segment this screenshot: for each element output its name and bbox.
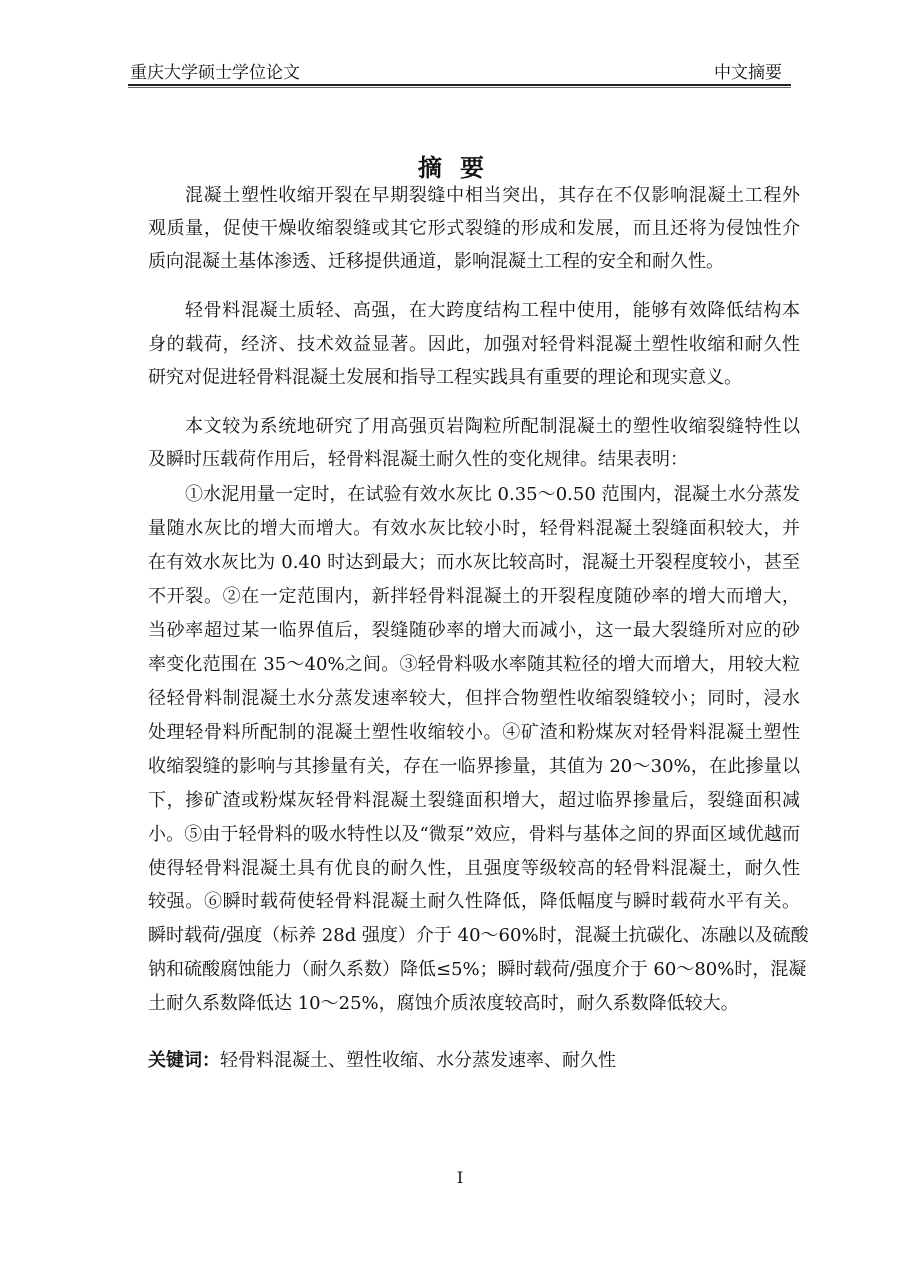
keywords — [148, 1050, 616, 1072]
text-line: 较强。⑥瞬时载荷使轻骨料混凝土耐久性降低，降低幅度与瞬时载荷水平有关。 — [148, 891, 800, 912]
text-line: 本文较为系统地研究了用高强页岩陶粒所配制混凝土的塑性收缩裂缝特性以 — [185, 416, 800, 437]
text-line: 径轻骨料制混凝土水分蒸发速率较大，但拌合物塑性收缩裂缝较小；同时，浸水 — [148, 688, 800, 709]
header-rule-thin — [128, 87, 791, 88]
text-line: 量随水灰比的增大而增大。有效水灰比较小时，轻骨料混凝土裂缝面积较大，并 — [148, 518, 800, 539]
text-line: 土耐久系数降低达 10～25%，腐蚀介质浓度较高时，耐久系数降低较大。 — [148, 993, 739, 1014]
page-title: 摘要 — [418, 154, 502, 182]
header-section-title: 中文摘要 — [714, 63, 782, 83]
text-line: 观质量，促使干燥收缩裂缝或其它形式裂缝的形成和发展，而且还将为侵蚀性介 — [148, 218, 800, 239]
text-line: 瞬时载荷/强度（标养 28d 强度）介于 40～60%时，混凝土抗碳化、冻融以及硫酸 — [148, 925, 809, 946]
text-line: 收缩裂缝的影响与其掺量有关，存在一临界掺量，其值为 20～30%，在此掺量以 — [148, 756, 800, 777]
text-line: 小。⑤由于轻骨料的吸水特性以及“微泵”效应，骨料与基体之间的界面区域优越而 — [148, 824, 800, 845]
text-line: 钠和硫酸腐蚀能力（耐久系数）降低≤5%；瞬时载荷/强度介于 60～80%时，混凝 — [148, 959, 807, 980]
header-rule — [128, 84, 791, 86]
text-line: 轻骨料混凝土质轻、高强，在大跨度结构工程中使用，能够有效降低结构本 — [185, 300, 800, 321]
text-line: 研究对促进轻骨料混凝土发展和指导工程实践具有重要的理论和现实意义。 — [148, 367, 742, 388]
text-line: 当砂率超过某一临界值后，裂缝随砂率的增大而减小，这一最大裂缝所对应的砂 — [148, 620, 800, 641]
text-line: 在有效水灰比为 0.40 时达到最大；而水灰比较高时，混凝土开裂程度较小，甚至 — [148, 552, 800, 573]
text-line: 处理轻骨料所配制的混凝土塑性收缩较小。④矿渣和粉煤灰对轻骨料混凝土塑性 — [148, 722, 800, 743]
text-line: ①水泥用量一定时，在试验有效水灰比 0.35～0.50 范围内，混凝土水分蒸发 — [185, 484, 800, 505]
text-line: 混凝土塑性收缩开裂在早期裂缝中相当突出，其存在不仅影响混凝土工程外 — [185, 185, 800, 206]
text-line: 身的载荷，经济、技术效益显著。因此，加强对轻骨料混凝土塑性收缩和耐久性 — [148, 334, 800, 355]
text-line: 不开裂。②在一定范围内，新拌轻骨料混凝土的开裂程度随砂率的增大而增大， — [148, 586, 800, 607]
text-line: 质向混凝土基体渗透、迁移提供通道，影响混凝土工程的安全和耐久性。 — [148, 251, 724, 272]
text-line: 及瞬时压载荷作用后，轻骨料混凝土耐久性的变化规律。结果表明： — [148, 449, 688, 470]
keywords-text: 轻骨料混凝土、塑性收缩、水分蒸发速率、耐久性 — [220, 1050, 616, 1071]
text-line: 下，掺矿渣或粉煤灰轻骨料混凝土裂缝面积增大，超过临界掺量后，裂缝面积减 — [148, 790, 800, 811]
header-thesis-title: 重庆大学硕士学位论文 — [130, 63, 300, 83]
text-line: 率变化范围在 35～40%之间。③轻骨料吸水率随其粒径的增大而增大，用较大粒 — [148, 654, 800, 675]
keywords-label: 关键词： — [148, 1050, 220, 1071]
page-number: I — [456, 1168, 464, 1187]
text-line: 使得轻骨料混凝土具有优良的耐久性，且强度等级较高的轻骨料混凝土，耐久性 — [148, 858, 800, 879]
